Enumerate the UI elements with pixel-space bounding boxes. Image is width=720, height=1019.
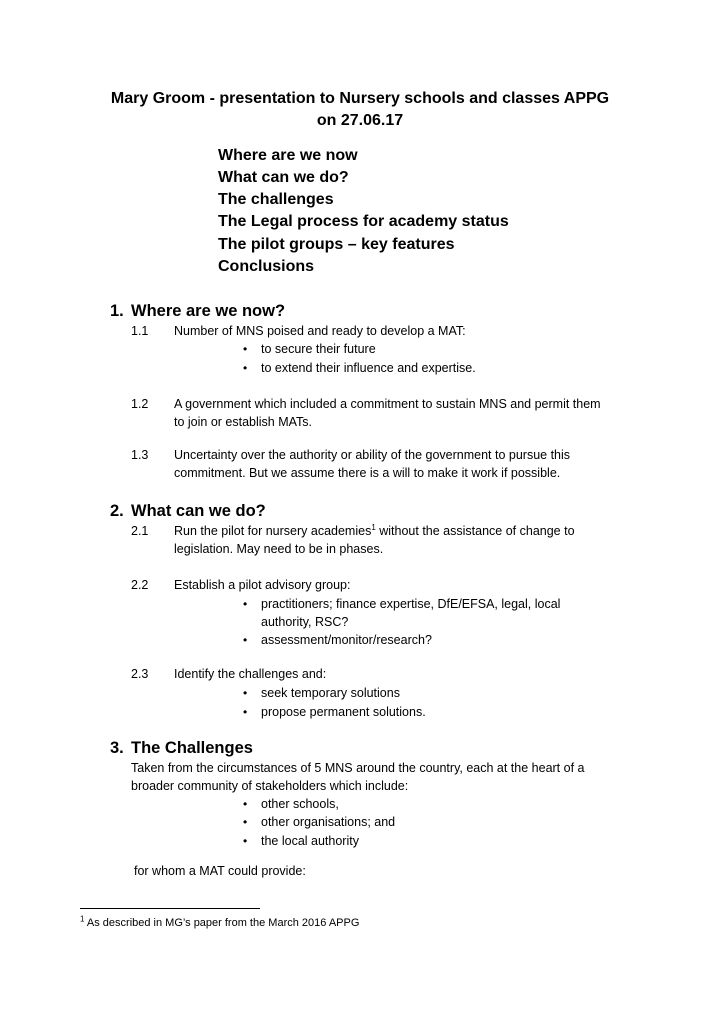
item-text [174,524,575,538]
page-title: Mary Groom - presentation to Nursery schools and classes APPG [110,90,610,107]
section-number: 3. [110,739,124,757]
agenda-item: The Legal process for academy status [218,213,509,230]
section-heading [110,302,285,321]
section-title: Where are we now? [131,302,286,320]
section-number: 2. [110,502,124,520]
item-text-part: Run the pilot for nursery academies [174,524,372,538]
section-heading [110,502,266,521]
item-text: Uncertainty over the authority or ability of the government to pursue this [174,448,571,462]
bullet-item: • other schools, [261,797,339,811]
footnote-divider [80,908,260,909]
footnote-ref: 1 [371,522,376,532]
agenda-item: Conclusions [218,258,315,275]
item-text: legislation. May need to be in phases. [174,542,384,556]
agenda-item: What can we do? [218,169,349,186]
item-text-part: without the assistance of change to [375,524,575,538]
item-text: Number of MNS poised and ready to develop a MAT: [174,324,466,338]
item-number: 2.3 [131,667,149,681]
item-text: Identify the challenges and: [174,667,327,681]
item-text: Establish a pilot advisory group: [174,578,351,592]
bullet-item: • practitioners; finance expertise, DfE/EFSA, legal, local [261,597,560,611]
agenda-item: The pilot groups – key features [218,236,455,253]
bullet-item: • the local authority [261,834,359,848]
footnote [80,914,360,929]
bullet-item: • other organisations; and [261,815,395,829]
section-title: What can we do? [131,502,266,520]
footnote-text: As described in MG’s paper from the March 2016 APPG [86,917,360,929]
item-number: 2.2 [131,578,149,592]
item-text: to join or establish MATs. [174,415,313,429]
item-number: 1.2 [131,397,149,411]
item-text: A government which included a commitment to sustain MNS and permit them [174,397,601,411]
section-heading [110,739,253,758]
bullet-item: • to secure their future [261,342,376,356]
footnote-marker: 1 [80,914,85,924]
bullet-item-continuation: authority, RSC? [261,615,349,629]
bullet-item: • to extend their influence and expertise. [261,361,476,375]
bullet-item: • assessment/monitor/research? [261,633,432,647]
item-number: 2.1 [131,524,149,538]
section-number: 1. [110,302,124,320]
body-text: for whom a MAT could provide: [134,864,306,878]
agenda-item: The challenges [218,191,334,208]
bullet-item: • seek temporary solutions [261,686,400,700]
bullet-item: • propose permanent solutions. [261,705,426,719]
body-text: broader community of stakeholders which include: [131,779,409,793]
section-title: The Challenges [131,739,253,757]
agenda-item: Where are we now [218,147,358,164]
item-number: 1.1 [131,324,149,338]
item-text: commitment. But we assume there is a will to make it work if possible. [174,466,561,480]
item-number: 1.3 [131,448,149,462]
page-title-date: on 27.06.17 [316,112,404,129]
body-text: Taken from the circumstances of 5 MNS around the country, each at the heart of a [131,761,585,775]
